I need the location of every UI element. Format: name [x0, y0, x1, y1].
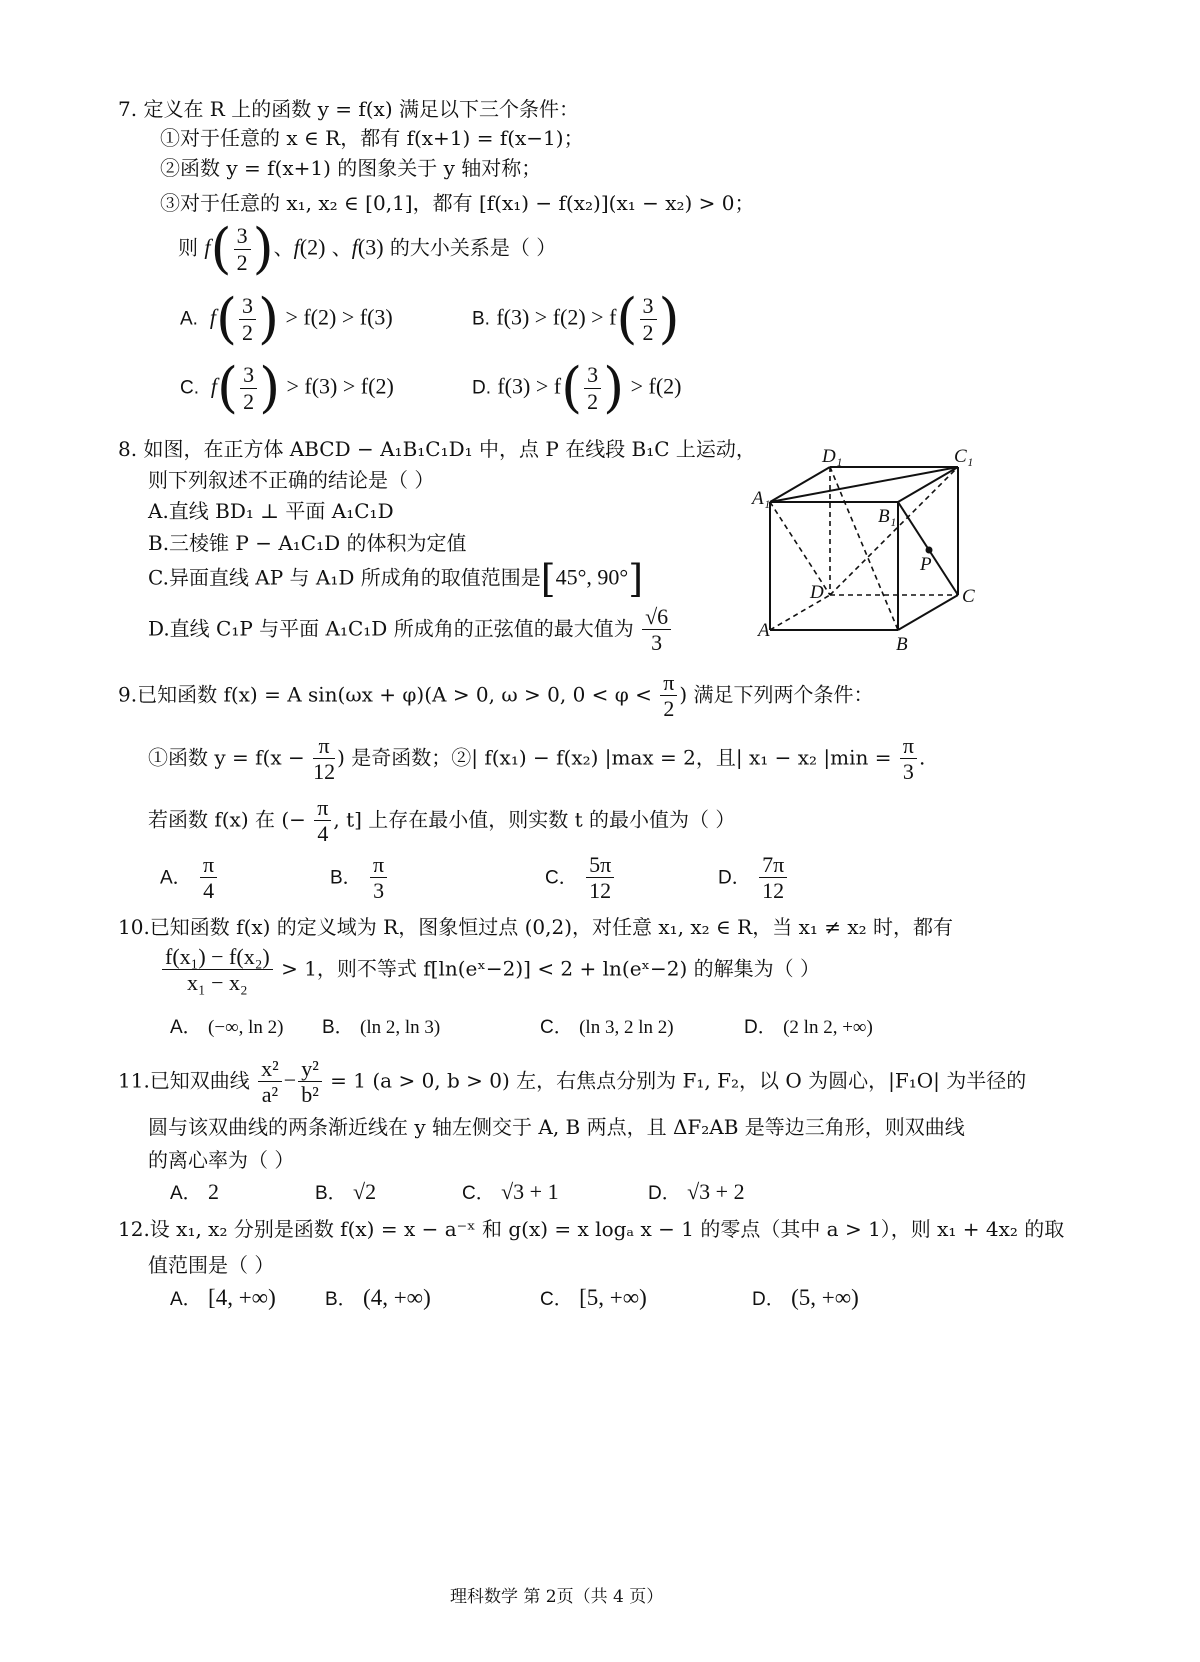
q8-option-a[interactable]: A.直线 BD₁ ⊥ 平面 A₁C₁D — [148, 499, 394, 523]
q7-option-c-text: > f(3) > f(2) — [286, 373, 394, 399]
q11-option-d-label: D． — [648, 1183, 681, 1204]
q12-option-d-label: D． — [752, 1289, 785, 1310]
q12-line-1: 12.设 x₁, x₂ 分别是函数 f(x) = x − a⁻ˣ 和 g(x) = x logₐ x − 1 的零点（其中 a > 1），则 x₁ + 4x₂ 的取 — [118, 1217, 1065, 1241]
cube-figure — [740, 440, 1000, 660]
q9-cond1-num: π — [313, 733, 335, 759]
q9-option-a-label: A． — [160, 867, 192, 889]
q12-option-c-text: [5, +∞) — [579, 1285, 647, 1310]
q7-question: 则 f( $\frac{3}{2}$ )、f(2) 、f(3) 的大小关系是（ ） — [178, 217, 557, 280]
label-d1: D₁ — [822, 446, 843, 467]
q11-option-c-text: √3 + 1 — [501, 1179, 559, 1204]
q7-option-b-text: f(3) > f(2) > f — [496, 304, 617, 330]
q10-option-b-label: B． — [322, 1017, 354, 1038]
q11-option-c[interactable] — [462, 1178, 559, 1205]
q9-option-d[interactable] — [718, 852, 789, 904]
q8-stem: 8. 如图，在正方体 ABCD − A₁B₁C₁D₁ 中，点 P 在线段 B₁C 上运动， — [118, 437, 756, 461]
q11-stem-post: = 1 (a > 0, b > 0) 左，右焦点分别为 F₁, F₂，以 O 为圆心，|F₁O| 为半径的 — [330, 1068, 1027, 1093]
q9-question — [148, 795, 735, 847]
q9-option-c-den: 12 — [589, 878, 612, 904]
q9-option-b-den: 3 — [373, 878, 385, 904]
q9-option-c-num: 5π — [586, 852, 614, 878]
q10-option-a[interactable] — [170, 1012, 284, 1039]
q8-option-d-num: √6 — [642, 604, 671, 630]
label-d: D — [810, 582, 824, 603]
q10-stem: 10.已知函数 f(x) 的定义域为 R，图象恒过点 (0,2)，对任意 x₁, x₂ ∈ R，当 x₁ ≠ x₂ 时，都有 — [118, 915, 954, 939]
q12-option-d[interactable] — [752, 1284, 859, 1311]
q11-y-num: y² — [298, 1056, 322, 1082]
q8-option-c-range: 45°, 90° — [555, 564, 629, 590]
page-footer: 理科数学 第 2页（共 4 页） — [450, 1587, 664, 1607]
q11-line-3: 的离心率为（ ） — [148, 1148, 295, 1172]
q8-option-c-text: C.异面直线 AP 与 A₁D 所成角的取值范围是 — [148, 565, 541, 590]
label-a: A — [758, 620, 770, 641]
q10-option-d-text: (2 ln 2, +∞) — [783, 1017, 873, 1038]
label-b: B — [896, 634, 908, 655]
q7-option-a[interactable]: A. f( $\frac{3}{2}$ ) > f(2) > f(3) — [180, 287, 393, 350]
q10-frac-num: f(x₁) − f(x₂) — [162, 944, 273, 970]
q8-option-b[interactable]: B.三棱锥 P − A₁C₁D 的体积为定值 — [148, 531, 467, 555]
q9-option-b[interactable] — [330, 852, 389, 904]
q9-option-a[interactable] — [160, 852, 219, 904]
q10-option-d-label: D． — [744, 1017, 777, 1038]
q7-option-b[interactable]: B. f(3) > f(2) > f( $\frac{3}{2}$ ) — [472, 287, 680, 350]
q7-option-d[interactable]: D. f(3) > f( $\frac{3}{2}$ ) > f(2) — [472, 356, 682, 419]
q7-option-d-tail: > f(2) — [630, 373, 682, 399]
q7-option-b-label: B. — [472, 308, 490, 330]
q7-condition-3: ③对于任意的 x₁, x₂ ∈ [0,1]，都有 [f(x₁) − f(x₂)](x₁ − x₂) > 0； — [160, 191, 755, 215]
q9-ask-num: π — [314, 795, 331, 821]
q7-question-tail: 的大小关系是（ ） — [389, 235, 557, 260]
label-a1: A₁ — [752, 488, 771, 509]
q9-conditions: ①函数 y = f(x − $\frac{\pi}{12}$ ) 是奇函数；②| f(x₁) − f(x₂) |max = 2，且| x₁ − x₂ |min = $\frac{\pi}{3}$ . — [148, 733, 926, 785]
q9-option-b-num: π — [370, 852, 387, 878]
q9-option-d-label: D． — [718, 867, 751, 889]
q12-option-b-text: (4, +∞) — [363, 1285, 431, 1310]
q9-ask-den: 4 — [317, 821, 329, 847]
q10-option-b[interactable] — [322, 1012, 440, 1039]
q10-option-c-text: (ln 3, 2 ln 2) — [579, 1017, 674, 1038]
q7-option-c-label: C. — [180, 377, 199, 399]
q10-option-a-label: A． — [170, 1017, 202, 1038]
q9-ask: 若函数 f(x) 在 (− — [148, 807, 306, 832]
q12-option-a-text: [4, +∞) — [208, 1285, 276, 1310]
q7-option-d-label: D. — [472, 377, 491, 399]
q10-option-d[interactable] — [744, 1012, 873, 1039]
q9-option-c[interactable] — [545, 852, 616, 904]
q8-option-d-den: 3 — [651, 630, 663, 656]
q9-cond1: ①函数 y = f(x − — [148, 745, 305, 770]
q12-option-b[interactable] — [325, 1284, 431, 1311]
q12-option-b-label: B． — [325, 1289, 357, 1310]
q11-option-b-text: √2 — [353, 1179, 377, 1204]
q10-condition — [160, 944, 820, 996]
q7-stem: 7. 定义在 R 上的函数 y = f(x) 满足以下三个条件： — [118, 97, 579, 121]
q11-option-a-text: 2 — [208, 1179, 220, 1204]
q10-option-a-text: (−∞, ln 2) — [208, 1017, 284, 1038]
label-p: P — [920, 554, 932, 575]
q7-option-a-label: A. — [180, 308, 198, 330]
label-b1: B₁ — [878, 506, 897, 527]
q10-frac-den: x₁ − x₂ — [186, 970, 248, 996]
q10-inequality: > 1，则不等式 f[ln(eˣ−2)] < 2 + ln(eˣ−2) 的解集为（ ） — [281, 956, 821, 981]
q11-option-d[interactable] — [648, 1178, 745, 1205]
q11-x-den: a² — [261, 1082, 279, 1108]
q12-line-2: 值范围是（ ） — [148, 1253, 275, 1277]
q11-line-2: 圆与该双曲线的两条渐近线在 y 轴左侧交于 A, B 两点，且 ΔF₂AB 是等边三角形，则双曲线 — [148, 1115, 965, 1139]
q12-option-d-text: (5, +∞) — [791, 1285, 859, 1310]
q12-option-c[interactable] — [540, 1284, 647, 1311]
q9-option-b-label: B． — [330, 867, 362, 889]
q7-option-d-text: f(3) > f — [497, 373, 562, 399]
q9-option-d-num: 7π — [759, 852, 787, 878]
q11-option-a[interactable] — [170, 1178, 219, 1205]
q10-option-c[interactable] — [540, 1012, 674, 1039]
q11-option-b-label: B． — [315, 1183, 347, 1204]
q7-condition-1: ①对于任意的 x ∈ R，都有 f(x+1) = f(x−1)； — [160, 126, 584, 150]
q11-option-c-label: C． — [462, 1183, 495, 1204]
q10-option-b-text: (ln 2, ln 3) — [360, 1017, 441, 1038]
q12-option-c-label: C． — [540, 1289, 573, 1310]
q11-stem-pre: 11.已知双曲线 — [118, 1068, 250, 1093]
q8-option-c[interactable]: C.异面直线 AP 与 A₁D 所成角的取值范围是[45°, 90°] — [148, 557, 644, 601]
q12-option-a[interactable] — [170, 1284, 276, 1311]
q9-option-c-label: C． — [545, 867, 578, 889]
q7-option-c[interactable]: C. f( $\frac{3}{2}$ ) > f(3) > f(2) — [180, 356, 394, 419]
point-p-marker — [926, 547, 933, 554]
q8-option-d[interactable] — [148, 604, 673, 656]
q10-option-c-label: C． — [540, 1017, 573, 1038]
q11-option-d-text: √3 + 2 — [687, 1179, 745, 1204]
q11-option-b[interactable] — [315, 1178, 376, 1205]
q11-stem: 11.已知双曲线 $\frac{\text{x²}}{\text{a²}}$ − $\frac{\text{y²}}{\text{b²}}$ = 1 (a > 0, b > 0) 左，右焦点分别为 F₁, F₂，以 O 为圆心，|F₁O| 为半径的 — [118, 1056, 1027, 1108]
q9-stem-tail: ) 满足下列两个条件： — [679, 682, 874, 707]
q9-ask-tail: , t] 上存在最小值，则实数 t 的最小值为（ ） — [333, 807, 736, 832]
q9-option-a-num: π — [200, 852, 217, 878]
q9-option-d-den: 12 — [762, 878, 785, 904]
q8-option-d-text: D.直线 C₁P 与平面 A₁C₁D 所成角的正弦值的最大值为 — [148, 616, 634, 641]
label-c: C — [962, 586, 975, 607]
q9-option-a-den: 4 — [203, 878, 215, 904]
q12-option-a-label: A． — [170, 1289, 202, 1310]
q9-stem-text: 9.已知函数 f(x) = A sin(ωx + φ)(A > 0, ω > 0, 0 < φ < — [118, 682, 652, 707]
q9-cond1-den: 12 — [313, 759, 336, 785]
q9-stem-den: 2 — [663, 696, 675, 722]
q11-y-den: b² — [301, 1082, 319, 1108]
label-c1: C₁ — [954, 446, 974, 467]
q7-condition-2: ②函数 y = f(x+1) 的图象关于 y 轴对称； — [160, 156, 542, 180]
q9-cond-end-num: π — [900, 733, 917, 759]
q9-stem — [118, 670, 874, 722]
q9-cond-end-den: 3 — [902, 759, 914, 785]
q8-stem-2: 则下列叙述不正确的结论是（ ） — [148, 468, 435, 492]
q7-option-a-text: > f(2) > f(3) — [285, 304, 393, 330]
q9-cond1-tail: ) 是奇函数；②| f(x₁) − f(x₂) |max = 2，且| x₁ − x₂ |min = — [337, 745, 892, 770]
q11-option-a-label: A． — [170, 1183, 202, 1204]
q11-x-num: x² — [258, 1056, 282, 1082]
q9-stem-num: π — [660, 670, 677, 696]
